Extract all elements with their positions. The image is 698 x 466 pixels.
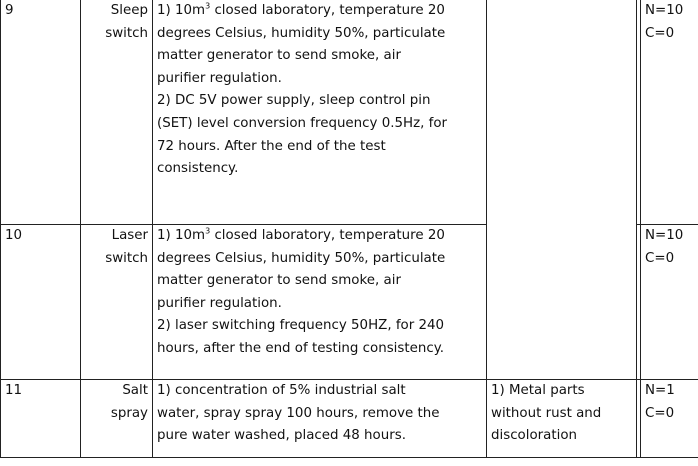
table-row (1, 0, 698, 225)
superscript-3: 3 (205, 1, 211, 11)
condition-line: degrees Celsius, humidity 50%, particulate (157, 25, 446, 41)
sample-n: N=1 (645, 383, 675, 398)
condition-line: 1) concentration of 5% industrial salt (157, 383, 406, 398)
condition-line: matter generator to send smoke, air (157, 273, 401, 289)
criteria-line: without rust and (491, 405, 602, 421)
test-item-line: Salt (122, 383, 148, 398)
condition-line: 2) DC 5V power supply, sleep control pin (157, 93, 431, 109)
condition-line: pure water washed, placed 48 hours. (157, 428, 406, 444)
condition-line: 1) $10m^3$ closed laboratory, temperature 20 (157, 1, 445, 18)
test-item (81, 380, 153, 458)
condition-line: purifier regulation. (157, 295, 282, 311)
condition-line: 2) laser switching frequency 50HZ, for 240 (157, 318, 445, 334)
condition-line: 72 hours. After the end of the test (157, 138, 386, 154)
condition-line: matter generator to send smoke, air (157, 48, 401, 64)
test-item (81, 0, 153, 225)
test-conditions (153, 0, 487, 225)
row-number: 10 (1, 225, 81, 380)
sample-c: C=0 (645, 250, 675, 266)
criteria-cell (487, 0, 637, 380)
test-item-line: Sleep (110, 3, 148, 18)
superscript-3: 3 (205, 226, 211, 236)
sample-n: N=10 (645, 228, 684, 243)
test-conditions (153, 225, 487, 380)
sample-n: N=10 (645, 3, 684, 18)
condition-line: (SET) level conversion frequency 0.5Hz, for (157, 115, 448, 131)
sample-count (641, 225, 698, 380)
test-item-line: spray (110, 405, 148, 421)
condition-line: hours, after the end of testing consistency. (157, 340, 444, 356)
sample-c: C=0 (645, 25, 675, 41)
test-item (81, 225, 153, 380)
table-row (1, 380, 698, 458)
criteria-cell (487, 380, 637, 458)
test-item-line: Laser (111, 228, 148, 243)
test-item-line: switch (105, 250, 148, 266)
row-number: 9 (1, 0, 81, 225)
condition-line: degrees Celsius, humidity 50%, particulate (157, 250, 446, 266)
sample-count (641, 0, 698, 225)
criteria-line: 1) Metal parts (491, 383, 585, 398)
test-conditions (153, 380, 487, 458)
condition-line: water, spray spray 100 hours, remove the (157, 405, 440, 421)
condition-line: consistency. (157, 161, 239, 177)
sample-count (641, 380, 698, 458)
criteria-line: discoloration (491, 428, 578, 444)
test-item-line: switch (105, 25, 148, 41)
row-number: 11 (1, 380, 81, 458)
condition-line: purifier regulation. (157, 70, 282, 86)
sample-c: C=0 (645, 405, 675, 421)
condition-line: 1) $10m^3$ closed laboratory, temperature 20 (157, 226, 445, 243)
